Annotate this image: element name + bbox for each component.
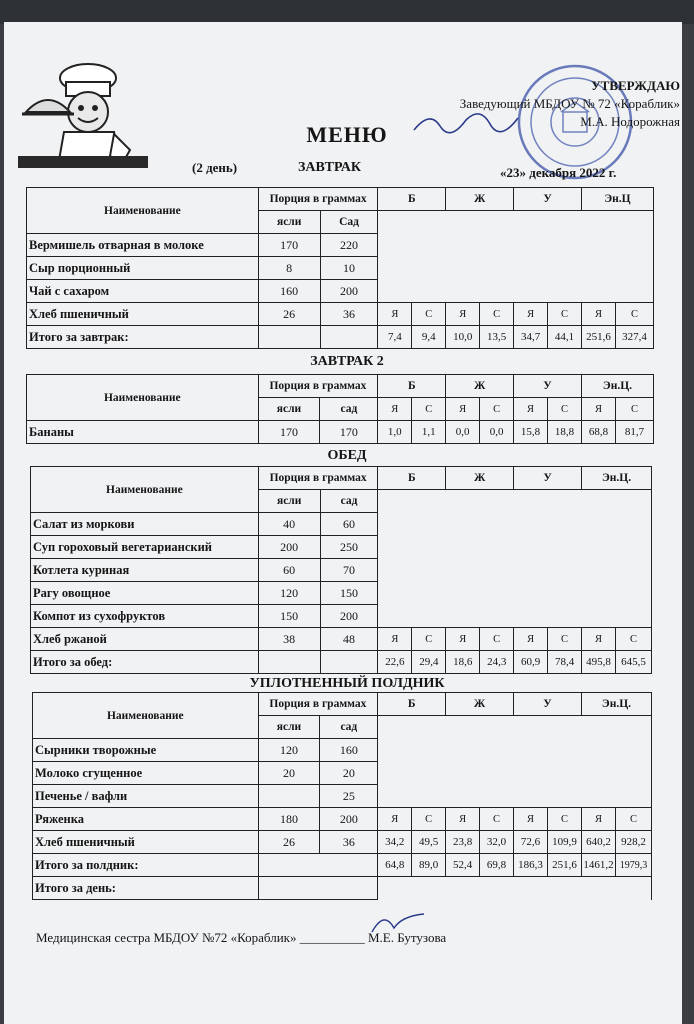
sub-ya: Я bbox=[514, 628, 548, 651]
item-name: Хлеб пшеничный bbox=[33, 831, 259, 854]
col-name-header: Наименование bbox=[33, 693, 259, 739]
item-sad: 220 bbox=[320, 234, 378, 257]
item-yasli bbox=[258, 785, 320, 808]
col-portion-header: Порция в граммах bbox=[258, 693, 378, 716]
total-value: 64,8 bbox=[378, 854, 412, 877]
total-value: 24,3 bbox=[480, 651, 514, 674]
item-yasli: 120 bbox=[258, 739, 320, 762]
item-sad: 150 bbox=[320, 582, 378, 605]
item-value: 23,8 bbox=[446, 831, 480, 854]
col-b-header: Б bbox=[378, 693, 446, 716]
item-value: 81,7 bbox=[615, 421, 653, 444]
total-value: 9,4 bbox=[412, 326, 446, 349]
approve-name: М.А. Нодорожная bbox=[580, 114, 680, 129]
item-sad: 10 bbox=[320, 257, 378, 280]
item-yasli: 180 bbox=[258, 808, 320, 831]
item-sad: 160 bbox=[320, 739, 378, 762]
sub-ya: Я bbox=[378, 628, 412, 651]
item-value: 34,2 bbox=[378, 831, 412, 854]
item-name: Хлеб пшеничный bbox=[27, 303, 259, 326]
sub-s: С bbox=[412, 628, 446, 651]
footer-text: Медицинская сестра МБДОУ №72 «Кораблик» __________ bbox=[36, 930, 365, 945]
item-yasli: 38 bbox=[258, 628, 320, 651]
total-value: 186,3 bbox=[514, 854, 548, 877]
breakfast2-table bbox=[26, 374, 654, 444]
total-value: 645,5 bbox=[615, 651, 651, 674]
col-sad-header: сад bbox=[320, 398, 378, 421]
total-value: 251,6 bbox=[547, 854, 581, 877]
sub-s: С bbox=[480, 808, 514, 831]
breakfast-table bbox=[26, 187, 654, 349]
item-name: Котлета куриная bbox=[31, 559, 259, 582]
col-portion-header: Порция в граммах bbox=[258, 467, 378, 490]
sub-s: С bbox=[480, 628, 514, 651]
col-zh-header: Ж bbox=[446, 467, 514, 490]
col-portion-header: Порция в граммах bbox=[258, 188, 378, 211]
snack-title: УПЛОТНЕННЫЙ ПОЛДНИК bbox=[249, 676, 445, 691]
item-sad: 200 bbox=[320, 605, 378, 628]
nurse-signature bbox=[368, 906, 428, 936]
item-sad: 70 bbox=[320, 559, 378, 582]
item-sad: 36 bbox=[320, 831, 378, 854]
item-value: 0,0 bbox=[446, 421, 480, 444]
sub-ya: Я bbox=[446, 808, 480, 831]
total-value: 22,6 bbox=[378, 651, 412, 674]
item-value: 18,8 bbox=[548, 421, 582, 444]
total-label: Итого за полдник: bbox=[33, 854, 259, 877]
sub-ya: Я bbox=[446, 628, 480, 651]
item-sad: 48 bbox=[320, 628, 378, 651]
total-label: Итого за завтрак: bbox=[27, 326, 259, 349]
item-yasli: 20 bbox=[258, 762, 320, 785]
total-value: 13,5 bbox=[480, 326, 514, 349]
col-en-header: Эн.Ц bbox=[582, 188, 654, 211]
total-value: 29,4 bbox=[412, 651, 446, 674]
item-yasli: 200 bbox=[258, 536, 320, 559]
item-sad: 20 bbox=[320, 762, 378, 785]
total-value: 78,4 bbox=[548, 651, 582, 674]
item-value: 72,6 bbox=[514, 831, 548, 854]
col-zh-header: Ж bbox=[446, 188, 514, 211]
item-name: Чай с сахаром bbox=[27, 280, 259, 303]
total-value: 52,4 bbox=[446, 854, 480, 877]
col-b-header: Б bbox=[378, 467, 446, 490]
item-yasli: 26 bbox=[258, 303, 320, 326]
sub-ya: Я bbox=[514, 808, 548, 831]
col-yasli-header: ясли bbox=[258, 211, 320, 234]
item-yasli: 8 bbox=[258, 257, 320, 280]
empty-cell bbox=[378, 877, 652, 900]
col-yasli-header: ясли bbox=[258, 490, 320, 513]
total-value: 10,0 bbox=[446, 326, 480, 349]
breakfast2-title: ЗАВТРАК 2 bbox=[310, 354, 384, 369]
item-yasli: 60 bbox=[258, 559, 320, 582]
total-value: 251,6 bbox=[582, 326, 616, 349]
day-total-row bbox=[33, 877, 652, 900]
item-name: Вермишель отварная в молоке bbox=[27, 234, 259, 257]
sub-s: С bbox=[547, 808, 581, 831]
sub-s: С bbox=[548, 303, 582, 326]
page-title: МЕНЮ bbox=[306, 122, 388, 147]
col-sad-header: Сад bbox=[320, 211, 378, 234]
col-u-header: У bbox=[514, 467, 582, 490]
item-yasli: 160 bbox=[258, 280, 320, 303]
item-name: Молоко сгущенное bbox=[33, 762, 259, 785]
item-yasli: 150 bbox=[258, 605, 320, 628]
table-row bbox=[27, 421, 654, 444]
item-value: 68,8 bbox=[581, 421, 615, 444]
sub-s: С bbox=[412, 398, 446, 421]
sub-s: С bbox=[548, 398, 582, 421]
footer-name: М.Е. Бутузова bbox=[367, 930, 447, 945]
col-en-header: Эн.Ц. bbox=[582, 467, 652, 490]
total-value: 44,1 bbox=[548, 326, 582, 349]
col-u-header: У bbox=[514, 375, 582, 398]
col-yasli-header: ясли bbox=[258, 398, 320, 421]
item-name: Сыр порционный bbox=[27, 257, 259, 280]
total-value: 89,0 bbox=[412, 854, 446, 877]
item-sad: 200 bbox=[320, 280, 378, 303]
table-row bbox=[31, 628, 652, 651]
item-sad: 250 bbox=[320, 536, 378, 559]
sub-s: С bbox=[615, 808, 651, 831]
item-sad: 25 bbox=[320, 785, 378, 808]
col-en-header: Эн.Ц. bbox=[581, 693, 651, 716]
item-sad: 36 bbox=[320, 303, 378, 326]
sub-ya: Я bbox=[582, 303, 616, 326]
breakfast-title: ЗАВТРАК bbox=[298, 160, 362, 175]
table-row bbox=[33, 808, 652, 831]
total-row bbox=[27, 326, 654, 349]
col-u-header: У bbox=[514, 693, 582, 716]
item-value: 0,0 bbox=[480, 421, 514, 444]
item-value: 109,9 bbox=[547, 831, 581, 854]
empty-cell bbox=[378, 211, 654, 303]
sub-ya: Я bbox=[581, 808, 615, 831]
total-value: 34,7 bbox=[514, 326, 548, 349]
sub-s: С bbox=[615, 398, 653, 421]
sub-ya: Я bbox=[446, 398, 480, 421]
col-b-header: Б bbox=[378, 375, 446, 398]
sub-ya: Я bbox=[514, 303, 548, 326]
total-value: 1979,3 bbox=[615, 854, 651, 877]
background-top bbox=[0, 0, 694, 24]
sub-s: С bbox=[615, 303, 653, 326]
item-value: 15,8 bbox=[514, 421, 548, 444]
empty-cell bbox=[378, 716, 652, 808]
item-name: Компот из сухофруктов bbox=[31, 605, 259, 628]
chef-logo-icon bbox=[18, 60, 148, 170]
item-name: Ряженка bbox=[33, 808, 259, 831]
item-value: 1,1 bbox=[412, 421, 446, 444]
item-value: 49,5 bbox=[412, 831, 446, 854]
col-name-header: Наименование bbox=[27, 188, 259, 234]
approve-position: Заведующий МБДОУ № 72 «Кораблик» bbox=[459, 96, 680, 111]
day-label: (2 день) bbox=[192, 160, 238, 175]
item-yasli: 26 bbox=[258, 831, 320, 854]
total-row bbox=[33, 854, 652, 877]
item-name: Хлеб ржаной bbox=[31, 628, 259, 651]
snack-table bbox=[32, 692, 652, 900]
sub-s: С bbox=[480, 398, 514, 421]
item-sad: 200 bbox=[320, 808, 378, 831]
sub-ya: Я bbox=[581, 398, 615, 421]
lunch-table bbox=[30, 466, 652, 674]
sub-s: С bbox=[615, 628, 651, 651]
total-value: 69,8 bbox=[480, 854, 514, 877]
sub-s: С bbox=[412, 303, 446, 326]
total-value: 327,4 bbox=[615, 326, 653, 349]
sub-ya: Я bbox=[378, 808, 412, 831]
item-name: Салат из моркови bbox=[31, 513, 259, 536]
item-yasli: 120 bbox=[258, 582, 320, 605]
total-value: 60,9 bbox=[514, 651, 548, 674]
item-sad: 170 bbox=[320, 421, 378, 444]
item-name: Рагу овощное bbox=[31, 582, 259, 605]
item-value: 32,0 bbox=[480, 831, 514, 854]
sub-ya: Я bbox=[378, 398, 412, 421]
sub-s: С bbox=[480, 303, 514, 326]
item-value: 640,2 bbox=[581, 831, 615, 854]
col-sad-header: сад bbox=[320, 716, 378, 739]
col-zh-header: Ж bbox=[446, 375, 514, 398]
item-name: Бананы bbox=[27, 421, 259, 444]
lunch-title: ОБЕД bbox=[327, 448, 367, 463]
col-b-header: Б bbox=[378, 188, 446, 211]
col-yasli-header: ясли bbox=[258, 716, 320, 739]
item-sad: 60 bbox=[320, 513, 378, 536]
sub-ya: Я bbox=[582, 628, 616, 651]
day-total-label: Итого за день: bbox=[33, 877, 259, 900]
item-value: 928,2 bbox=[615, 831, 651, 854]
item-name: Сырники творожные bbox=[33, 739, 259, 762]
item-yasli: 170 bbox=[258, 234, 320, 257]
total-row bbox=[31, 651, 652, 674]
col-portion-header: Порция в граммах bbox=[258, 375, 378, 398]
col-zh-header: Ж bbox=[446, 693, 514, 716]
sub-s: С bbox=[548, 628, 582, 651]
col-en-header: Эн.Ц. bbox=[581, 375, 653, 398]
item-value: 1,0 bbox=[378, 421, 412, 444]
item-yasli: 170 bbox=[258, 421, 320, 444]
menu-date: «23» декабря 2022 г. bbox=[500, 165, 617, 180]
col-name-header: Наименование bbox=[31, 467, 259, 513]
sub-ya: Я bbox=[446, 303, 480, 326]
col-name-header: Наименование bbox=[27, 375, 259, 421]
approve-title: УТВЕРЖДАЮ bbox=[591, 78, 680, 93]
table-row bbox=[33, 831, 652, 854]
empty-cell bbox=[378, 490, 652, 628]
sub-ya: Я bbox=[378, 303, 412, 326]
total-value: 18,6 bbox=[446, 651, 480, 674]
sub-s: С bbox=[412, 808, 446, 831]
item-yasli: 40 bbox=[258, 513, 320, 536]
total-value: 495,8 bbox=[582, 651, 616, 674]
sub-ya: Я bbox=[514, 398, 548, 421]
item-name: Печенье / вафли bbox=[33, 785, 259, 808]
col-sad-header: сад bbox=[320, 490, 378, 513]
total-value: 7,4 bbox=[378, 326, 412, 349]
total-value: 1461,2 bbox=[581, 854, 615, 877]
col-u-header: У bbox=[514, 188, 582, 211]
total-label: Итого за обед: bbox=[31, 651, 259, 674]
item-name: Суп гороховый вегетарианский bbox=[31, 536, 259, 559]
table-row bbox=[27, 303, 654, 326]
